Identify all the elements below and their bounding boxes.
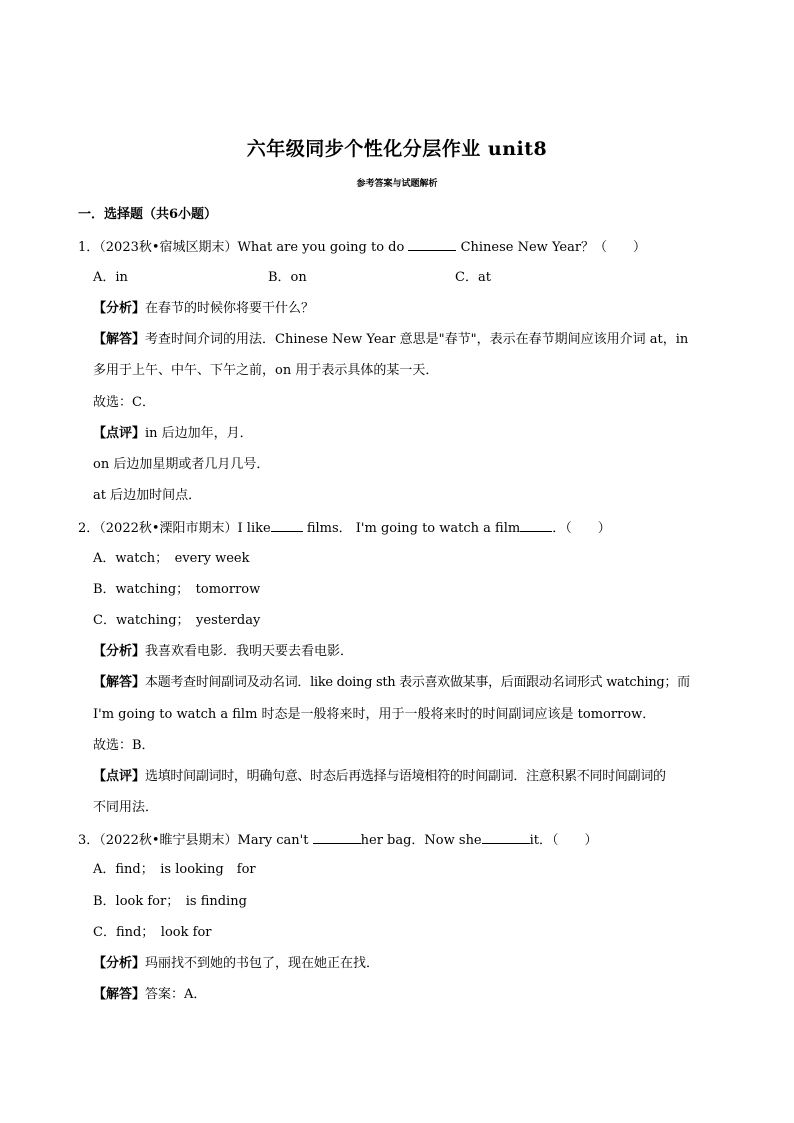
question-3-stem: 3．（2022秋•睢宁县期末）Mary can't her bag．Now she it．（ ）	[78, 833, 598, 848]
answer-blank	[482, 831, 530, 844]
q3-option-b: B．look for； is finding	[93, 894, 247, 909]
question-1-stem: 1．（2023秋•宿城区期末）What are you going to do Chinese New Year？（ ）	[78, 240, 647, 255]
q3-answer: 【解答】答案：A．	[93, 987, 207, 1002]
q1-analysis: 【分析】在春节的时候你将要干什么？	[93, 301, 315, 316]
q2-comment: 【点评】选填时间副词时，明确句意、时态后再选择与语境相符的时间副词．注意积累不同时间副词的	[93, 769, 666, 784]
q1-comment-3: at 后边加时间点．	[93, 488, 202, 503]
q1-answer: 【解答】考查时间介词的用法．Chinese New Year 意思是"春节"，表示在春节期间应该用介词 at，in	[93, 332, 689, 347]
question-2-stem: 2．（2022秋•溧阳市期末）I like films． I'm going to watch a film ．（ ）	[78, 521, 611, 536]
q2-choice: 故选：B．	[93, 738, 155, 753]
q1-choice: 故选：C．	[93, 395, 155, 410]
section-heading: 一．选择题（共6小题）	[78, 207, 218, 222]
q2-answer: 【解答】本题考查时间副词及动名词．like doing sth 表示喜欢做某事，后面跟动名词形式 watching；而	[93, 675, 690, 690]
q3-option-a: A．find； is looking for	[93, 862, 256, 877]
q1-option-a: A．in	[93, 270, 128, 285]
q2-option-c: C．watching； yesterday	[93, 613, 261, 628]
page-subtitle: 参考答案与试题解析	[356, 179, 438, 189]
answer-blank	[408, 238, 456, 251]
page-title: 六年级同步个性化分层作业 unit8	[246, 138, 548, 160]
q2-comment-2: 不同用法．	[93, 800, 159, 815]
answer-blank	[313, 831, 361, 844]
q3-analysis: 【分析】玛丽找不到她的书包了，现在她正在找．	[93, 956, 380, 971]
answer-blank	[520, 519, 552, 532]
q2-analysis: 【分析】我喜欢看电影．我明天要去看电影．	[93, 644, 354, 659]
q1-option-c: C．at	[455, 270, 491, 285]
q1-comment: 【点评】in 后边加年，月．	[93, 426, 253, 441]
answer-blank	[271, 519, 303, 532]
q1-comment-2: on 后边加星期或者几月几号．	[93, 457, 270, 472]
q2-option-b: B．watching； tomorrow	[93, 582, 261, 597]
q2-option-a: A．watch； every week	[93, 551, 250, 566]
q1-answer-cont: 多用于上午、中午、下午之前，on 用于表示具体的某一天．	[93, 363, 439, 378]
q2-answer-cont: I'm going to watch a film 时态是一般将来时，用于一般将来时的时间副词应该是 tomorrow．	[93, 707, 656, 722]
q1-option-b: B．on	[268, 270, 307, 285]
q3-option-c: C．find； look for	[93, 925, 212, 940]
